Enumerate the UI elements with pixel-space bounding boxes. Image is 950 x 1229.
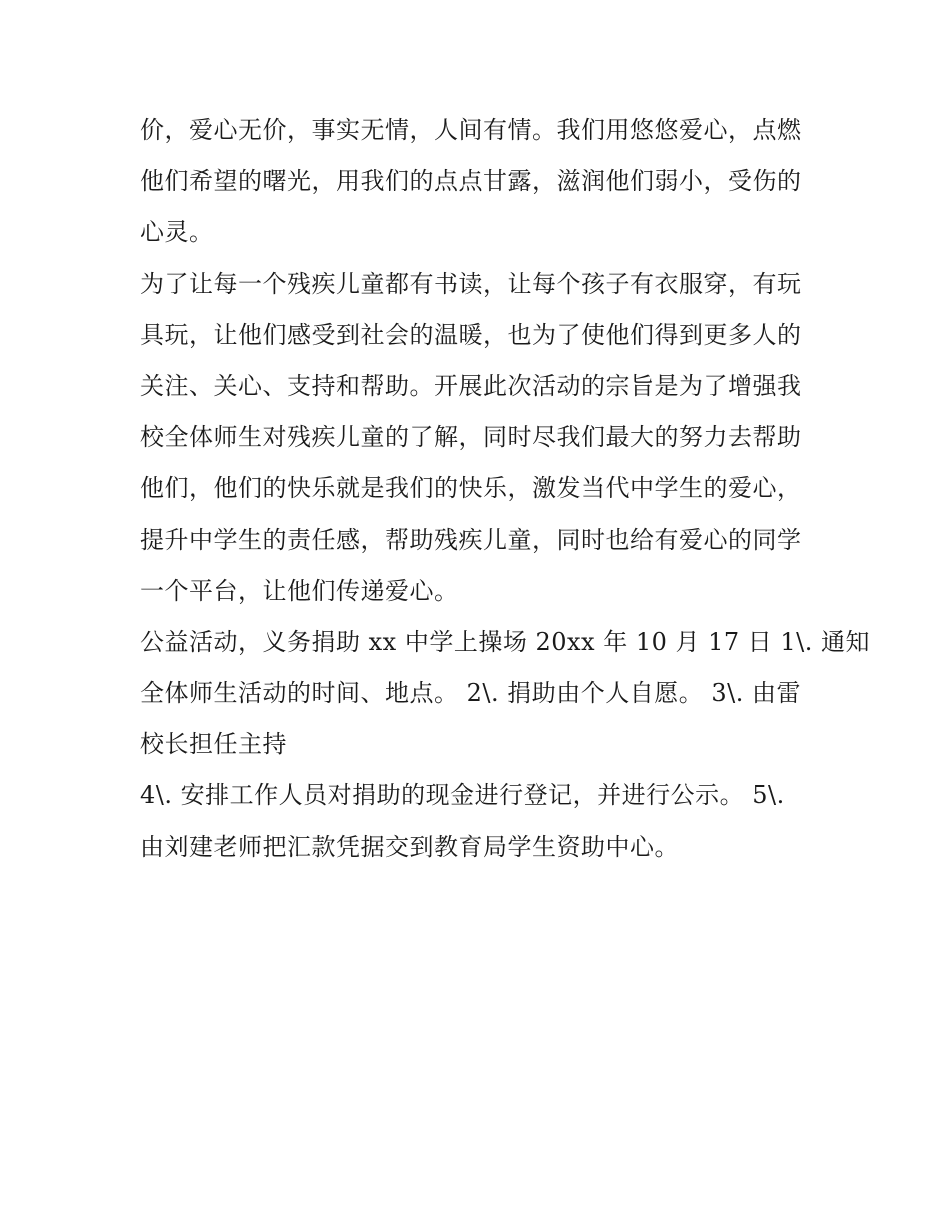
text-line: 具玩，让他们感受到社会的温暖，也为了使他们得到更多人的: [140, 320, 802, 349]
text-line: 一个平台，让他们传递爱心。: [140, 576, 459, 605]
text-line: 关注、关心、支持和帮助。开展此次活动的宗旨是为了增强我: [140, 371, 802, 400]
text-line: 他们，他们的快乐就是我们的快乐，激发当代中学生的爱心，: [140, 474, 802, 503]
text-line: 由刘建老师把汇款凭据交到教育局学生资助中心。: [140, 832, 679, 861]
text-line: 心灵。: [140, 218, 214, 247]
text-line: 全体师生活动的时间、地点。 2\. 捐助由个人自愿。 3\. 由雷: [140, 679, 801, 708]
text-line: 提升中学生的责任感，帮助残疾儿童，同时也给有爱心的同学: [140, 525, 802, 554]
document-body: [140, 105, 871, 873]
text-line: 为了让每一个残疾儿童都有书读，让每个孩子有衣服穿，有玩: [140, 269, 802, 298]
text-line: 校全体师生对残疾儿童的了解，同时尽我们最大的努力去帮助: [140, 423, 802, 452]
text-line: 公益活动，义务捐助 xx 中学上操场 20xx 年 10 月 17 日 1\. 通知: [140, 627, 871, 656]
text-line: 校长担任主持: [140, 730, 287, 759]
text-line: 4\. 安排工作人员对捐助的现金进行登记，并进行公示。 5\.: [140, 781, 785, 810]
text-line: 他们希望的曙光，用我们的点点甘露，滋润他们弱小，受伤的: [140, 167, 802, 196]
text-line: 价，爱心无价，事实无情，人间有情。我们用悠悠爱心，点燃: [140, 116, 802, 144]
